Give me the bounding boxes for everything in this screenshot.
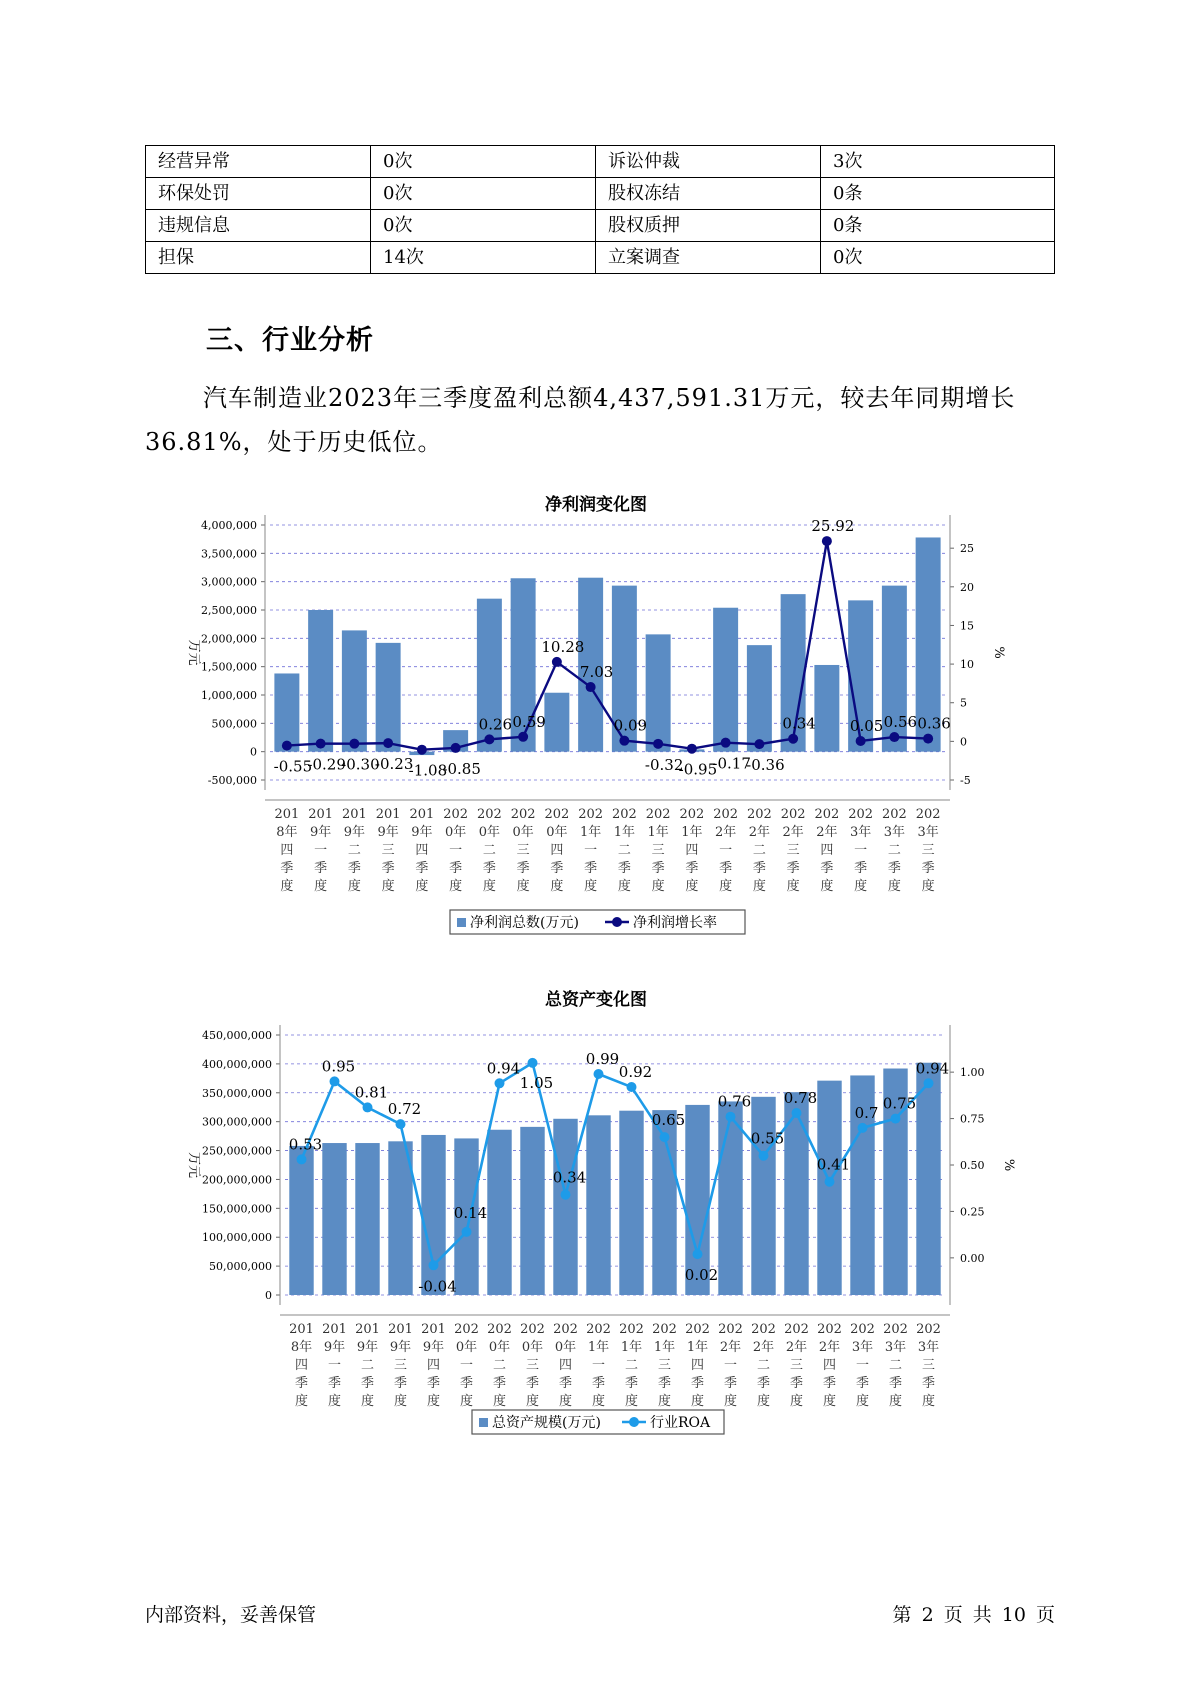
legend-bar-swatch <box>457 918 466 927</box>
y2-axis-title: % <box>991 646 1006 659</box>
section-title: 三、行业分析 <box>206 325 374 356</box>
y2-tick-label: 20 <box>960 580 974 594</box>
data-label: 0.09 <box>613 716 648 735</box>
y2-tick-label: 1.00 <box>960 1066 985 1080</box>
table-cell: 0次 <box>371 146 596 178</box>
bar <box>586 1115 610 1295</box>
x-tick-label: 202 1年二季度 <box>611 807 637 894</box>
line-point <box>451 743 461 753</box>
data-label: 0.41 <box>816 1155 851 1174</box>
bar <box>544 693 569 752</box>
line-point <box>594 1069 604 1079</box>
legend-entry: 行业ROA <box>650 1415 711 1431</box>
data-label: 10.28 <box>541 637 585 656</box>
data-label: 0.34 <box>782 714 816 733</box>
table-cell: 14次 <box>371 242 596 274</box>
chart-title: 净利润变化图 <box>545 495 647 515</box>
table-cell: 违规信息 <box>146 210 371 242</box>
x-tick-label: 202 3年三季度 <box>916 1322 941 1409</box>
x-tick-label: 202 3年三季度 <box>915 807 941 894</box>
bar <box>520 1127 544 1295</box>
bar <box>289 1146 313 1295</box>
data-label: 0.26 <box>478 715 513 734</box>
y2-tick-label: 25 <box>960 542 974 556</box>
table-row <box>146 210 1055 242</box>
x-tick-label: 201 9年三季度 <box>388 1322 413 1409</box>
data-label: 0.94 <box>915 1059 950 1078</box>
y2-tick-label: 15 <box>960 619 974 633</box>
y-tick-label: 2,000,000 <box>201 632 257 646</box>
line-point <box>316 739 326 749</box>
line-point <box>924 1078 934 1088</box>
line-point <box>825 1177 835 1187</box>
x-tick-label: 202 3年二季度 <box>881 807 907 894</box>
y-tick-label: 1,500,000 <box>201 660 257 674</box>
y-tick-label: 350,000,000 <box>202 1086 272 1100</box>
x-tick-label: 202 0年四季度 <box>553 1322 578 1409</box>
x-tick-label: 201 9年一季度 <box>322 1322 347 1409</box>
data-label: 0.99 <box>585 1050 620 1068</box>
y-tick-label: 3,000,000 <box>201 575 257 589</box>
x-tick-label: 201 8年四季度 <box>289 1322 314 1409</box>
data-label: -0.85 <box>442 759 481 778</box>
y-tick-label: 450,000,000 <box>202 1029 272 1042</box>
x-tick-label: 202 2年二季度 <box>751 1322 776 1409</box>
y-tick-label: 4,000,000 <box>201 519 257 532</box>
table-cell: 立案调查 <box>596 242 821 274</box>
x-tick-label: 202 2年四季度 <box>817 1322 842 1409</box>
data-label: 0.76 <box>717 1092 752 1111</box>
data-label: 7.03 <box>579 663 614 682</box>
y-tick-label: 400,000,000 <box>202 1057 272 1071</box>
line-point <box>693 1249 703 1259</box>
y-tick-label: 300,000,000 <box>202 1115 272 1129</box>
x-tick-label: 202 3年一季度 <box>850 1322 875 1409</box>
data-label: 1.05 <box>519 1073 554 1092</box>
x-tick-label: 202 0年二季度 <box>476 807 502 894</box>
x-tick-label: 201 9年四季度 <box>421 1322 446 1409</box>
bar <box>747 645 772 752</box>
y-tick-label: 3,500,000 <box>201 547 257 561</box>
x-tick-label: 202 1年三季度 <box>645 807 671 894</box>
x-tick-label: 202 1年一季度 <box>586 1322 611 1409</box>
legend-entry: 净利润总数(万元) <box>470 915 579 931</box>
x-tick-label: 202 0年二季度 <box>487 1322 512 1409</box>
legend-line-marker <box>629 1417 639 1427</box>
y2-tick-label: -5 <box>960 774 971 787</box>
data-label: 0.34 <box>552 1168 587 1187</box>
data-label: 0.59 <box>512 712 546 731</box>
total-assets-chart <box>0 975 1191 1445</box>
data-label: 0.7 <box>854 1103 879 1122</box>
y-tick-label: 50,000,000 <box>209 1260 272 1274</box>
x-tick-label: 202 1年二季度 <box>619 1322 644 1409</box>
x-tick-label: 201 8年四季度 <box>274 807 300 894</box>
data-label: 0.72 <box>387 1100 422 1119</box>
table-cell: 环保处罚 <box>146 178 371 210</box>
line-point <box>891 1114 901 1124</box>
data-label: -0.29 <box>307 755 346 774</box>
y2-tick-label: 0.50 <box>960 1159 985 1172</box>
bar <box>646 634 671 751</box>
x-tick-label: 201 9年一季度 <box>308 807 334 894</box>
y-tick-label: 0 <box>250 745 257 759</box>
line-point <box>396 1119 406 1129</box>
y-tick-label: 500,000 <box>211 717 257 731</box>
line-point <box>721 738 731 748</box>
line-point <box>586 682 596 692</box>
data-label: -0.95 <box>678 760 718 779</box>
bar <box>751 1097 775 1295</box>
line-point <box>923 734 933 744</box>
line-point <box>788 734 798 744</box>
bar <box>718 1101 742 1295</box>
x-tick-label: 201 9年二季度 <box>341 807 367 894</box>
table-cell: 0次 <box>821 242 1055 274</box>
y2-axis-title: % <box>1001 1158 1016 1172</box>
line-point <box>495 1078 505 1088</box>
bar <box>487 1130 511 1295</box>
x-tick-label: 202 1年一季度 <box>578 807 604 894</box>
bar <box>713 608 738 752</box>
line-point <box>462 1227 472 1237</box>
line-point <box>660 1132 670 1142</box>
line-point <box>484 734 494 744</box>
x-tick-label: 202 0年四季度 <box>544 807 570 894</box>
line-point <box>417 745 427 755</box>
table-cell: 0次 <box>371 178 596 210</box>
line-point <box>330 1076 340 1086</box>
table-cell: 经营异常 <box>146 146 371 178</box>
data-label: 0.81 <box>354 1083 389 1102</box>
data-label: 0.95 <box>321 1057 356 1076</box>
analysis-paragraph: 汽车制造业2023年三季度盈利总额4,437,591.31万元，较去年同期增长36.81%，处于历史低位。 <box>145 384 1016 456</box>
data-label: 0.36 <box>917 714 951 733</box>
x-tick-label: 202 1年三季度 <box>652 1322 677 1409</box>
line-point <box>627 1082 637 1092</box>
x-tick-label: 202 2年三季度 <box>780 807 806 894</box>
data-label: 0.05 <box>849 716 884 735</box>
table-cell: 0条 <box>821 210 1055 242</box>
x-tick-label: 202 0年一季度 <box>454 1322 479 1409</box>
x-tick-label: 202 1年四季度 <box>685 1322 710 1409</box>
bar <box>619 1111 643 1295</box>
line-point <box>856 736 866 746</box>
y2-tick-label: 0.00 <box>960 1251 985 1265</box>
y2-tick-label: 10 <box>960 658 974 672</box>
table-cell: 0条 <box>821 178 1055 210</box>
x-tick-label: 202 1年四季度 <box>679 807 705 894</box>
x-tick-label: 202 2年二季度 <box>746 807 772 894</box>
bar <box>274 673 299 751</box>
x-tick-label: 202 0年三季度 <box>520 1322 545 1409</box>
legend-bar-swatch <box>479 1418 488 1427</box>
y2-tick-label: 0.75 <box>960 1112 985 1126</box>
data-label: 25.92 <box>811 517 855 536</box>
x-tick-label: 202 2年四季度 <box>814 807 840 894</box>
line-point <box>528 1058 538 1068</box>
y-tick-label: 2,500,000 <box>201 604 257 617</box>
line-point <box>858 1123 868 1133</box>
line-point <box>792 1108 802 1118</box>
data-label: 0.94 <box>486 1059 521 1078</box>
data-label: 0.56 <box>883 713 918 732</box>
y-tick-label: 200,000,000 <box>202 1173 272 1187</box>
y-tick-label: 0 <box>265 1289 272 1302</box>
line-point <box>759 1151 769 1161</box>
x-tick-label: 202 0年三季度 <box>510 807 536 894</box>
table-row <box>146 178 1055 210</box>
data-label: -0.23 <box>374 755 414 774</box>
line-point <box>282 741 292 751</box>
legend-line-marker <box>612 917 622 927</box>
bar <box>308 610 333 752</box>
line-point <box>619 736 629 746</box>
line-point <box>754 739 764 749</box>
data-label: 0.55 <box>750 1129 785 1148</box>
footer-confidential-note: 内部资料，妥善保管 <box>145 1604 317 1626</box>
y2-tick-label: 5 <box>960 696 967 710</box>
bar <box>421 1135 445 1295</box>
data-label: 0.65 <box>651 1111 686 1130</box>
line-point <box>383 738 393 748</box>
y-tick-label: 150,000,000 <box>202 1202 272 1216</box>
line-point <box>552 657 562 667</box>
bar <box>817 1081 841 1295</box>
table-cell: 0次 <box>371 210 596 242</box>
line-point <box>297 1154 307 1164</box>
x-tick-label: 202 2年三季度 <box>784 1322 809 1409</box>
table-row <box>146 146 1055 178</box>
line-point <box>561 1190 571 1200</box>
x-tick-label: 202 3年二季度 <box>883 1322 908 1409</box>
chart-title: 总资产变化图 <box>545 990 647 1010</box>
x-tick-label: 202 2年一季度 <box>713 807 739 894</box>
bar <box>916 1063 940 1295</box>
table-cell: 股权冻结 <box>596 178 821 210</box>
y-tick-label: 250,000,000 <box>202 1144 272 1158</box>
bar <box>342 630 367 751</box>
net-profit-chart <box>0 480 1191 950</box>
line-point <box>822 536 832 546</box>
data-label: -0.32 <box>644 755 684 774</box>
x-tick-label: 202 3年一季度 <box>848 807 874 894</box>
data-label: 0.92 <box>618 1063 653 1081</box>
y-axis-title: 万元 <box>186 639 201 666</box>
legend-entry: 总资产规模(万元) <box>492 1415 601 1431</box>
data-label: 0.78 <box>783 1089 818 1107</box>
data-label: 0.02 <box>684 1266 719 1285</box>
x-tick-label: 202 2年一季度 <box>718 1322 743 1409</box>
bar <box>355 1143 379 1295</box>
table-cell: 3次 <box>821 146 1055 178</box>
data-label: 0.53 <box>288 1135 323 1154</box>
y-tick-label: 1,000,000 <box>201 689 257 702</box>
x-tick-label: 202 0年一季度 <box>443 807 469 894</box>
line-point <box>349 739 359 749</box>
line-point <box>889 732 899 742</box>
line-point <box>363 1102 373 1112</box>
legend-entry: 净利润增长率 <box>633 915 717 931</box>
y-axis-title: 万元 <box>186 1151 201 1179</box>
line-point <box>726 1112 736 1122</box>
x-tick-label: 201 9年三季度 <box>375 807 401 894</box>
data-label: 0.75 <box>882 1094 917 1113</box>
bar <box>553 1119 577 1295</box>
data-label: -1.08 <box>408 761 448 780</box>
bar <box>376 643 401 752</box>
y2-tick-label: 0 <box>960 735 967 749</box>
data-label: 0.14 <box>453 1203 488 1222</box>
x-tick-label: 201 9年二季度 <box>355 1322 380 1409</box>
line-point <box>687 744 697 754</box>
line-point <box>653 739 663 749</box>
y2-tick-label: 0.25 <box>960 1205 985 1219</box>
data-label: -0.36 <box>746 756 785 775</box>
bar <box>322 1143 346 1295</box>
line-point <box>518 732 528 742</box>
y-tick-label: -500,000 <box>207 774 257 787</box>
table-cell: 担保 <box>146 242 371 274</box>
risk-summary-table <box>145 145 1055 274</box>
data-label: -0.17 <box>712 754 751 773</box>
table-cell: 股权质押 <box>596 210 821 242</box>
bar <box>814 665 839 752</box>
data-label: -0.55 <box>273 757 313 776</box>
data-label: -0.04 <box>418 1277 457 1296</box>
footer-page-number: 第 2 页 共 10 页 <box>892 1604 1055 1626</box>
table-row <box>146 242 1055 274</box>
x-tick-label: 201 9年四季度 <box>409 807 435 894</box>
data-label: -0.30 <box>341 755 380 774</box>
table-cell: 诉讼仲裁 <box>596 146 821 178</box>
line-point <box>429 1260 439 1270</box>
y-tick-label: 100,000,000 <box>202 1231 272 1245</box>
